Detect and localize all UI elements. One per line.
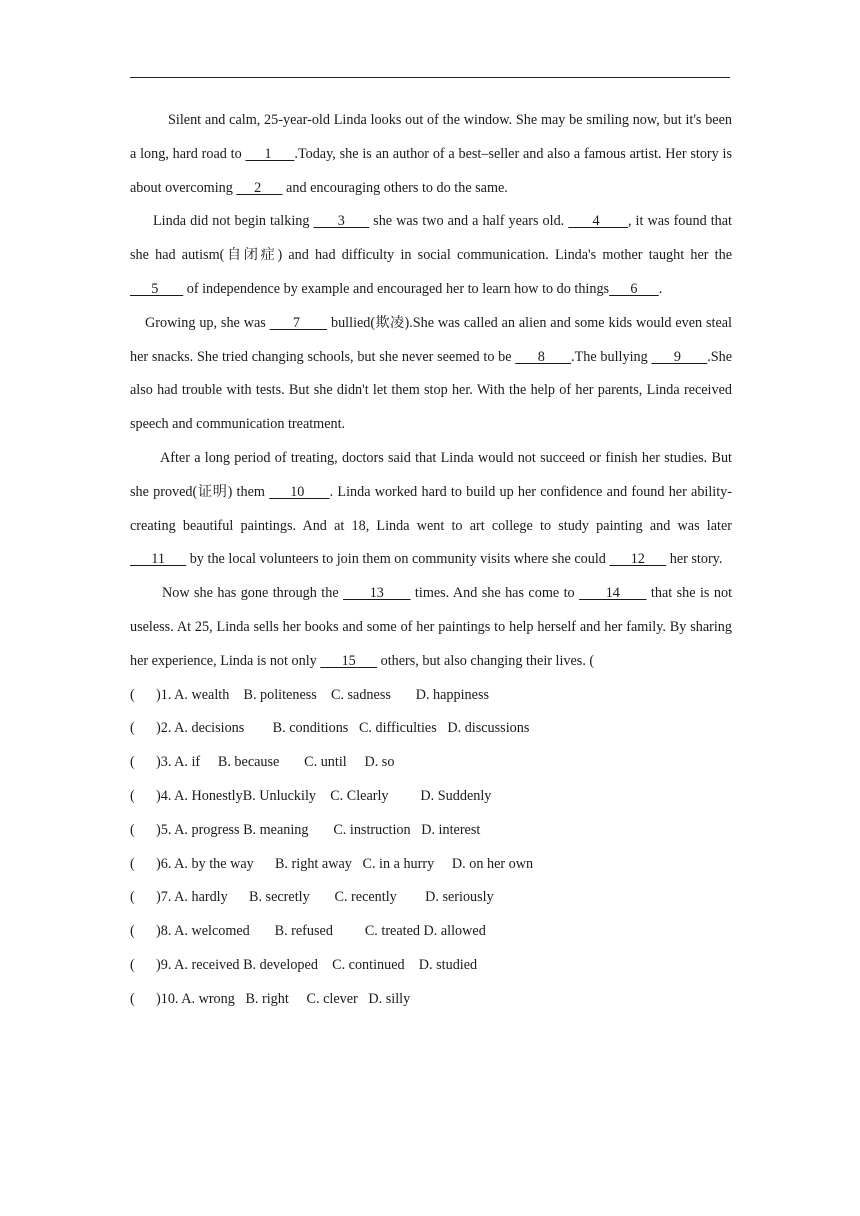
question-item: ( )2. A. decisions B. conditions C. difficulties D. discussions [130,720,530,737]
passage-text: others, but also changing their lives. ( [377,652,595,669]
answer-blank: 4 [568,213,628,230]
passage-text: .She also had trouble with tests. But she didn't let them stop her. With the help of her parents, Linda received speech and communication treatment. [130,348,733,433]
question-list [130,679,732,1017]
passage-text: Now she has gone through the [162,585,344,602]
passage-text: she was two and a half years old. [369,213,569,230]
question-item: ( )10. A. wrong B. right C. clever D. silly [130,990,411,1007]
passage-text: that she is not useless. At 25, Linda sells her books and some of her paintings to help herself and her family. By sharing her experience, Linda is not only [130,585,733,669]
passage-text: .The bullying [571,348,652,365]
answer-blank: 9 [651,348,708,365]
answer-blank: 10 [269,483,330,500]
passage-text: her story. [666,551,723,568]
passage-text: After a long period of treating, doctors said that Linda would not succeed or finish her studies. But she proved(证明) them [130,449,732,500]
passage-paragraph [130,205,732,306]
answer-blank: 3 [313,213,370,230]
passage-text: Linda did not begin talking [153,213,314,230]
passage [130,104,732,679]
question-item: ( )5. A. progress B. meaning C. instruction D. interest [130,821,481,838]
passage-text: . [658,280,663,297]
passage-text: of independence by example and encouraged her to learn how to do things [183,280,610,297]
question-item: ( )1. A. wealth B. politeness C. sadness D. happiness [130,686,489,703]
answer-blank: 5 [130,280,184,297]
answer-blank: 7 [269,314,328,331]
answer-blank: 1 [245,145,295,162]
answer-blank: 14 [579,585,647,602]
answer-blank: 12 [609,551,667,568]
answer-blank: 8 [515,348,572,365]
passage-paragraph [130,307,732,442]
question-item: ( )7. A. hardly B. secretly C. recently D. seriously [130,889,494,906]
answer-blank: 11 [130,551,187,568]
answer-blank: 15 [320,652,378,669]
answer-blank: 2 [236,179,283,196]
passage-text: times. And she has come to [410,585,580,602]
passage-text: bullied(欺凌).She was called an alien and some kids would even steal her snacks. She tried changing schools, but she never seemed to be [130,314,733,365]
answer-blank: 13 [343,585,411,602]
header-rule [130,77,730,78]
question-item: ( )4. A. HonestlyB. Unluckily C. Clearly D. Suddenly [130,787,492,804]
passage-paragraph [130,577,732,678]
question-item: ( )9. A. received B. developed C. continued D. studied [130,956,478,973]
document-body [130,104,732,1017]
passage-text: Growing up, she was [145,314,270,331]
question-item: ( )6. A. by the way B. right away C. in a hurry D. on her own [130,855,534,872]
passage-text: and encouraging others to do the same. [282,179,508,196]
passage-text: Silent and calm, 25-year-old Linda looks out of the window. She may be smiling now, but it's been a long, hard road to [130,112,732,162]
passage-paragraph [130,442,732,577]
question-item: ( )3. A. if B. because C. until D. so [130,754,395,771]
passage-paragraph [130,104,732,205]
passage-text: . Linda worked hard to build up her confidence and found her ability-creating beautiful paintings. And at 18, Linda went to art college to study painting and was later [130,483,732,534]
passage-text: , it was found that she had autism(自闭症) and had difficulty in social communication. Linda's mother taught her the [130,213,733,264]
question-item: ( )8. A. welcomed B. refused C. treated D. allowed [130,923,486,940]
answer-blank: 6 [609,280,659,297]
passage-text: by the local volunteers to join them on community visits where she could [186,551,610,568]
passage-text: .Today, she is an author of a best–seller and also a famous artist. Her story is about overcoming [130,145,732,196]
